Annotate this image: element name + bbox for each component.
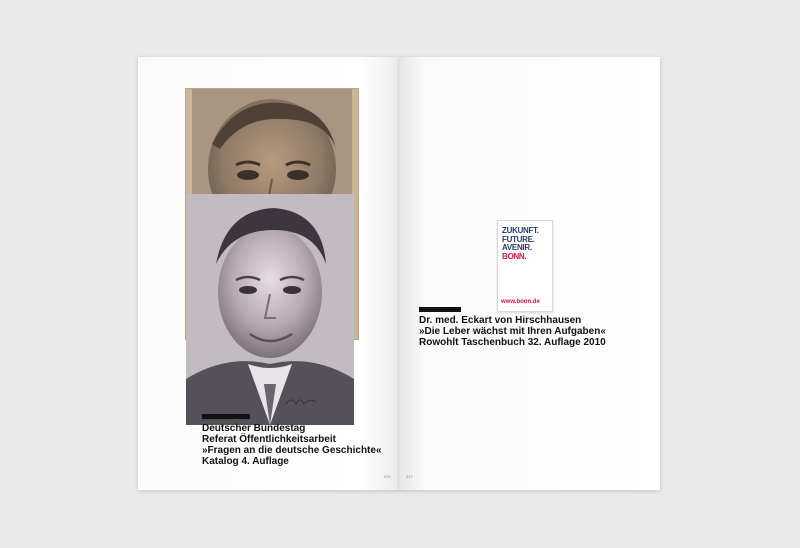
left-caption-line: Katalog 4. Auflage (202, 456, 289, 467)
left-caption-line: »Fragen an die deutsche Geschichte« (202, 445, 382, 456)
right-caption-bar (419, 307, 461, 312)
card-line: ZUKUNFT. (502, 226, 539, 235)
left-page-number: 016 (384, 474, 391, 479)
open-book (138, 57, 660, 490)
left-caption-line: Deutscher Bundestag (202, 423, 306, 434)
card-line: BONN. (502, 251, 527, 261)
card-line: FUTURE. (502, 234, 535, 244)
bonn-card (497, 220, 553, 312)
card-slogan (502, 227, 539, 261)
left-caption (202, 423, 402, 467)
right-caption-line: Dr. med. Eckart von Hirschhausen (419, 315, 582, 326)
right-caption-line: Rowohlt Taschenbuch 32. Auflage 2010 (419, 337, 606, 348)
card-url: www.bonn.de (501, 299, 540, 305)
card-line: AVENIR. (502, 243, 532, 252)
right-caption-line: »Die Leber wächst mit Ihren Aufgaben« (419, 326, 606, 337)
right-caption (419, 315, 649, 348)
left-caption-bar (202, 414, 250, 419)
left-caption-line: Referat Öffentlichkeitsarbeit (202, 434, 336, 445)
grayscale-portrait-photo (186, 194, 354, 425)
right-page-number: 017 (406, 474, 413, 479)
grayscale-portrait-drawing (186, 194, 354, 425)
